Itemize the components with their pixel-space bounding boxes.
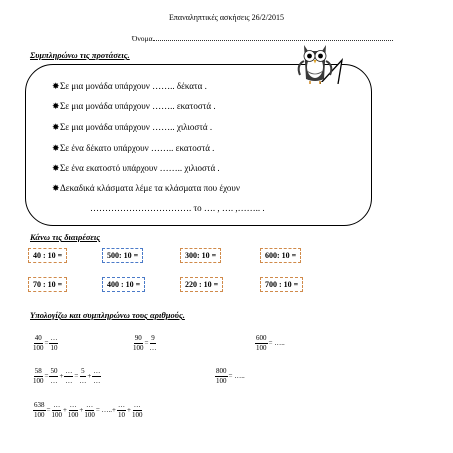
worksheet-title: Επαναληπτικές ασκήσεις 26/2/2015 — [168, 13, 285, 22]
fraction-equation-5 — [215, 367, 246, 385]
sentence-5 — [52, 163, 220, 174]
answer-blank[interactable]: = ….. — [268, 339, 285, 348]
fraction-blank[interactable]: $\frac{\dots}{\dots}$ — [93, 366, 101, 385]
fraction-equation-4: $\frac{58}{100}$ = $\frac{50}{\dots}$ + $\frac{\dots}{\dots}$ = $\frac{5}{\dots}$ + $\frac{\dots}{\dots}$ — [33, 366, 101, 385]
sentence-text: Σε μια μονάδα υπάρχουν …….. δέκατα . — [60, 81, 207, 91]
fraction-blank[interactable]: $\frac{\dots}{100}$ — [67, 400, 79, 419]
fraction-blank[interactable]: $\frac{9}{\dots}$ — [149, 333, 157, 352]
fraction: $\frac{90}{100}$ — [133, 333, 144, 352]
fraction-equation-6: $\frac{638}{100}$ = $\frac{\dots}{100}$ + $\frac{\dots}{100}$ + $\frac{\dots}{100}$ = …..+ $\frac{\dots}{10}$ + $\frac{\dots}{100}$ — [34, 400, 143, 419]
division-box-300: 300: 10 = — [180, 248, 221, 263]
answer-blank[interactable]: = …..+ — [95, 406, 117, 415]
sentence-1 — [52, 81, 207, 92]
fraction-blank[interactable]: $\frac{\dots}{\dots}$ — [65, 366, 73, 385]
division-box-600: 600: 10 = — [260, 248, 301, 263]
fraction: $\frac{638}{100}$ — [34, 400, 45, 419]
division-box-220: 220 : 10 = — [180, 277, 223, 292]
section-title-fractions: Υπολογίζω και συμπληρώνω τους αριθμούς. — [30, 310, 185, 320]
fraction-blank[interactable]: $\frac{\dots}{100}$ — [84, 400, 95, 419]
answer-blank[interactable]: = ….. — [228, 372, 245, 381]
fraction-equation-1: $\frac{40}{100}$ = $\frac{\dots}{10}$ — [33, 333, 58, 352]
division-box-500: 500: 10 = — [102, 248, 143, 263]
bullet-icon: ✸ — [52, 183, 60, 193]
fraction-blank[interactable]: $\frac{\dots}{10}$ — [118, 400, 126, 419]
sentence-text: Σε ένα δέκατο υπάρχουν …….. εκατοστά . — [60, 143, 215, 153]
fraction-blank[interactable]: $\frac{5}{\dots}$ — [79, 366, 87, 385]
bullet-icon: ✸ — [52, 163, 60, 173]
division-box-400: 400 : 10 = — [102, 277, 145, 292]
sentence-text: Σε μια μονάδα υπάρχουν …….. εκατοστά . — [60, 101, 216, 111]
fraction: $\frac{800}{100}$ — [216, 366, 227, 385]
division-box-40: 40 : 10 = — [28, 248, 67, 263]
fraction-blank[interactable]: $\frac{50}{\dots}$ — [50, 366, 58, 385]
sentence-text: Δεκαδικά κλάσματα λέμε τα κλάσματα που έχουν — [60, 183, 240, 193]
sentence-6-continuation: ……………………………. το …. , …. ,…….. . — [90, 203, 265, 213]
sentence-4 — [52, 143, 214, 154]
fraction-equation-2: $\frac{90}{100}$ = $\frac{9}{\dots}$ — [133, 333, 157, 352]
bullet-icon: ✸ — [52, 143, 60, 153]
fraction-blank[interactable]: $\frac{\dots}{100}$ — [131, 400, 143, 419]
fraction-blank[interactable]: $\frac{\dots}{100}$ — [51, 400, 62, 419]
fraction: $\frac{58}{100}$ — [33, 366, 44, 385]
sentence-2 — [52, 101, 216, 112]
sentence-6 — [52, 183, 240, 194]
fraction-equation-3 — [255, 334, 286, 352]
bullet-icon: ✸ — [52, 81, 60, 91]
fraction-blank[interactable]: $\frac{\dots}{10}$ — [50, 333, 58, 352]
name-row — [132, 33, 393, 43]
sentence-text: Σε μια μονάδα υπάρχουν …….. χιλιοστά . — [60, 122, 213, 132]
sentence-3 — [52, 122, 212, 133]
owl-icon — [290, 35, 340, 85]
bullet-icon: ✸ — [52, 122, 60, 132]
name-field[interactable] — [153, 33, 393, 41]
fraction: $\frac{40}{100}$ — [33, 333, 44, 352]
sentence-text: Σε ένα εκατοστό υπάρχουν …….. χιλιοστά . — [60, 163, 220, 173]
division-box-70: 70 : 10 = — [28, 277, 67, 292]
bullet-icon: ✸ — [52, 101, 60, 111]
section-title-divisions: Κάνω τις διαιρέσεις — [30, 232, 101, 242]
division-box-700: 700 : 10 = — [260, 277, 303, 292]
section-title-fill-sentences: Συμπληρώνω τις προτάσεις. — [30, 50, 130, 60]
fraction: $\frac{600}{100}$ — [256, 333, 267, 352]
name-label: Όνομα — [132, 34, 153, 43]
